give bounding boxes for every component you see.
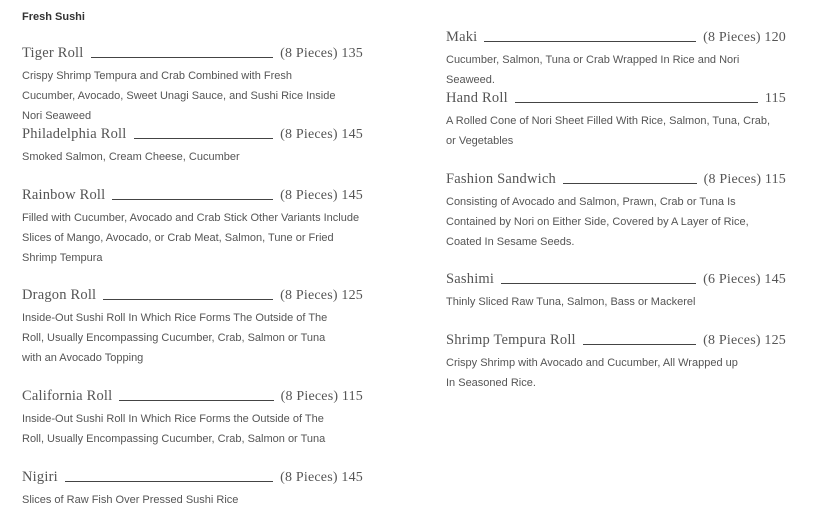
menu-item-price: (8 Pieces) 125 [703,333,786,348]
menu-item-header [446,268,786,288]
menu-item-header [22,385,363,405]
menu-item-description: Crispy Shrimp Tempura and Crab Combined with Fresh Cucumber, Avocado, Sweet Unagi Sauce, and Sushi Rice Inside Nori Seaweed [22,70,336,122]
menu-item-name: Nigiri [22,469,58,485]
menu-item-description: Consisting of Avocado and Salmon, Prawn, Crab or Tuna Is Contained by Nori on Either Side, Covered by A Layer of Rice, Coated In Sesame Seeds. [446,196,749,248]
menu-item-name: Shrimp Tempura Roll [446,332,576,348]
dotted-leader [563,183,697,184]
menu-item-description: Cucumber, Salmon, Tuna or Crab Wrapped In Rice and Nori Seaweed. [446,54,740,86]
menu-item-name: Sashimi [446,271,495,287]
menu-item-header [22,466,363,486]
menu-item-description: A Rolled Cone of Nori Sheet Filled With Rice, Salmon, Tuna, Crab, or Vegetables [446,115,771,147]
dotted-leader [515,102,758,103]
menu-item-header [22,284,363,304]
dotted-leader [91,57,274,58]
menu-item-header [446,26,786,46]
menu-item-name: Dragon Roll [22,287,97,303]
menu-item-rainbow-roll [22,184,363,268]
menu-item-sashimi [446,268,786,312]
dotted-leader [134,138,274,139]
menu-item-maki [446,26,786,90]
menu-item-description: Inside-Out Sushi Roll In Which Rice Forms The Outside of The Roll, Usually Encompassing Cucumber, Crab, Salmon or Tuna with an Avocado Topping [22,312,328,364]
menu-item-name: Rainbow Roll [22,187,106,203]
menu-item-name: Philadelphia Roll [22,126,127,142]
menu-item-price: (8 Pieces) 145 [280,188,363,203]
dotted-leader [501,283,696,284]
dotted-leader [119,400,273,401]
menu-item-name: Fashion Sandwich [446,171,556,187]
menu-item-california-roll [22,385,363,449]
menu-item-header [22,42,363,62]
menu-item-tiger-roll [22,42,363,126]
menu-item-philadelphia-roll [22,123,363,167]
menu-item-name: California Roll [22,388,113,404]
menu-item-header [446,168,786,188]
dotted-leader [583,344,696,345]
menu-item-description: Thinly Sliced Raw Tuna, Salmon, Bass or Mackerel [446,296,696,308]
menu-item-price: (8 Pieces) 115 [280,389,363,404]
menu-item-description: Smoked Salmon, Cream Cheese, Cucumber [22,151,240,163]
menu-item-price: (8 Pieces) 115 [703,172,786,187]
menu-item-nigiri [22,466,363,510]
section-title: Fresh Sushi [22,11,85,23]
menu-item-price: (6 Pieces) 145 [703,272,786,287]
menu-item-description: Filled with Cucumber, Avocado and Crab Stick Other Variants Include Slices of Mango, Avocado, or Crab Meat, Salmon, Tune or Fried Shrimp Tempura [22,212,360,264]
menu-item-price: (8 Pieces) 145 [280,470,363,485]
dotted-leader [112,199,273,200]
menu-item-price: (8 Pieces) 125 [280,288,363,303]
menu-item-hand-roll [446,87,786,151]
dotted-leader [65,481,273,482]
menu-item-price: (8 Pieces) 135 [280,46,363,61]
dotted-leader [484,41,696,42]
menu-item-fashion-sandwich [446,168,786,252]
menu-item-header [446,87,786,107]
menu-item-name: Hand Roll [446,90,508,106]
menu-item-shrimp-tempura-roll [446,329,786,393]
menu-item-price: (8 Pieces) 145 [280,127,363,142]
menu-item-name: Maki [446,29,478,45]
menu-item-description: Slices of Raw Fish Over Pressed Sushi Rice [22,494,239,506]
menu-item-dragon-roll [22,284,363,368]
menu-item-header [22,123,363,143]
dotted-leader [103,299,273,300]
menu-item-price: (8 Pieces) 120 [703,30,786,45]
menu-item-header [446,329,786,349]
menu-item-header [22,184,363,204]
menu-item-description: Inside-Out Sushi Roll In Which Rice Forms the Outside of The Roll, Usually Encompassing Cucumber, Crab, Salmon or Tuna [22,413,326,445]
menu-item-description: Crispy Shrimp with Avocado and Cucumber, All Wrapped up In Seasoned Rice. [446,357,738,389]
menu-item-price: 115 [764,91,786,106]
menu-item-name: Tiger Roll [22,45,84,61]
